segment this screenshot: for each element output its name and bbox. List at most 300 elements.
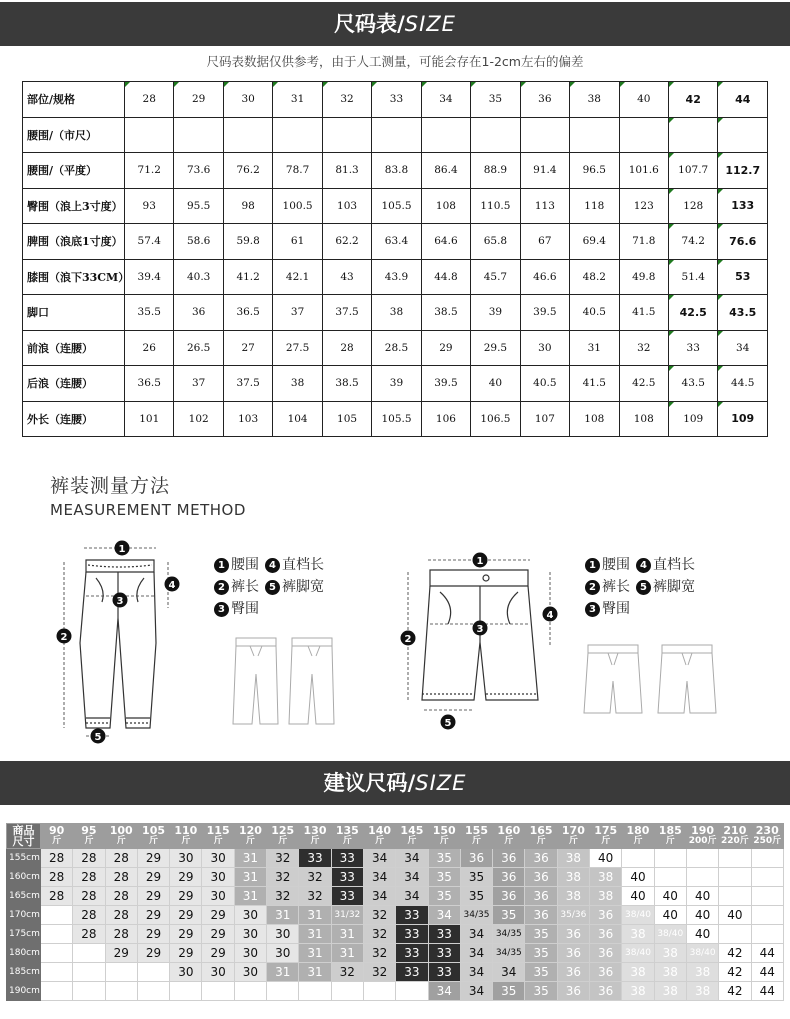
size-row bbox=[23, 117, 768, 153]
rec-cell: 29 bbox=[105, 943, 137, 962]
size-cell: 39.5 bbox=[520, 295, 569, 331]
rec-weight-value: 95 bbox=[81, 823, 97, 837]
size-table bbox=[22, 81, 768, 437]
size-header-cell: 33 bbox=[372, 82, 421, 118]
rec-weight-unit: 斤 bbox=[665, 835, 675, 846]
rec-cell: 36 bbox=[525, 905, 557, 924]
size-cell: 36 bbox=[174, 295, 223, 331]
rec-row bbox=[7, 962, 784, 981]
rec-header-row bbox=[7, 824, 784, 849]
size-cell: 88.9 bbox=[471, 153, 520, 189]
size-cell: 57.4 bbox=[125, 224, 174, 260]
shorts-diagram bbox=[396, 550, 566, 740]
rec-height-label: 170cm bbox=[7, 905, 41, 924]
size-chart-banner bbox=[0, 2, 790, 46]
rec-cell: 29 bbox=[202, 905, 234, 924]
rec-cell: 31 bbox=[331, 943, 363, 962]
rec-cell: 33 bbox=[331, 867, 363, 886]
rec-height-label: 165cm bbox=[7, 886, 41, 905]
size-cell: 36.5 bbox=[223, 295, 272, 331]
size-cell: 42.5 bbox=[619, 366, 668, 402]
rec-cell: 29 bbox=[137, 867, 169, 886]
rec-cell: 40 bbox=[590, 848, 622, 867]
rec-cell: 35 bbox=[493, 981, 525, 1000]
size-cell: 108 bbox=[421, 188, 470, 224]
rec-weight-value: 115 bbox=[206, 823, 230, 837]
size-cell: 39.5 bbox=[421, 366, 470, 402]
rec-cell: 38 bbox=[622, 924, 654, 943]
size-cell bbox=[619, 117, 668, 153]
rec-cell: 34/35 bbox=[460, 905, 492, 924]
rec-cell: 40 bbox=[654, 886, 686, 905]
size-cell: 40.5 bbox=[520, 366, 569, 402]
rec-weight-header bbox=[331, 824, 363, 849]
size-cell: 28 bbox=[322, 330, 371, 366]
rec-weight-value: 180 bbox=[626, 823, 650, 837]
rec-weight-value: 185 bbox=[658, 823, 682, 837]
size-cell: 44.8 bbox=[421, 259, 470, 295]
size-header-cell: 40 bbox=[619, 82, 668, 118]
rec-cell: 28 bbox=[73, 905, 105, 924]
legend-text: 裤脚宽 bbox=[282, 579, 324, 595]
size-cell: 106.5 bbox=[471, 401, 520, 437]
size-cell: 43.5 bbox=[718, 295, 768, 331]
rec-cell bbox=[234, 981, 266, 1000]
legend-number-icon: 4 bbox=[265, 558, 280, 573]
rec-cell: 28 bbox=[41, 886, 73, 905]
size-row-label: 脚口 bbox=[23, 295, 125, 331]
rec-cell: 34 bbox=[460, 981, 492, 1000]
rec-cell bbox=[654, 848, 686, 867]
rec-cell: 38 bbox=[622, 962, 654, 981]
rec-weight-header bbox=[525, 824, 557, 849]
legend-item bbox=[265, 576, 324, 598]
rec-cell: 29 bbox=[137, 905, 169, 924]
rec-cell: 36 bbox=[525, 848, 557, 867]
size-cell: 64.6 bbox=[421, 224, 470, 260]
size-cell: 45.7 bbox=[471, 259, 520, 295]
rec-cell: 32 bbox=[267, 848, 299, 867]
size-cell: 95.5 bbox=[174, 188, 223, 224]
rec-row bbox=[7, 943, 784, 962]
size-cell bbox=[718, 117, 768, 153]
size-cell bbox=[174, 117, 223, 153]
size-cell: 109 bbox=[718, 401, 768, 437]
size-cell: 110.5 bbox=[471, 188, 520, 224]
rec-weight-header bbox=[493, 824, 525, 849]
rec-weight-header bbox=[460, 824, 492, 849]
rec-weight-header bbox=[396, 824, 428, 849]
size-note: 尺码表数据仅供参考，由于人工测量，可能会存在1-2cm左右的偏差 bbox=[206, 54, 584, 69]
rec-weight-header bbox=[137, 824, 169, 849]
rec-weight-unit: 250斤 bbox=[753, 835, 782, 846]
size-cell: 106 bbox=[421, 401, 470, 437]
rec-cell: 36 bbox=[590, 943, 622, 962]
legend-item bbox=[585, 576, 630, 598]
rec-cell: 28 bbox=[73, 867, 105, 886]
size-cell: 38.5 bbox=[322, 366, 371, 402]
size-cell: 101 bbox=[125, 401, 174, 437]
size-header-label: 部位/规格 bbox=[23, 82, 125, 118]
banner2-title-en: SIZE bbox=[415, 771, 467, 795]
rec-cell: 35 bbox=[525, 981, 557, 1000]
size-cell: 103 bbox=[322, 188, 371, 224]
rec-cell bbox=[751, 867, 783, 886]
rec-cell: 38 bbox=[590, 886, 622, 905]
rec-weight-unit: 200斤 bbox=[688, 835, 717, 846]
legend-item bbox=[265, 554, 324, 576]
rec-cell: 34 bbox=[460, 924, 492, 943]
rec-cell: 32 bbox=[363, 905, 395, 924]
rec-cell: 31 bbox=[267, 905, 299, 924]
rec-cell: 31 bbox=[299, 905, 331, 924]
rec-row bbox=[7, 981, 784, 1000]
legend-text: 臀围 bbox=[231, 601, 259, 617]
rec-cell bbox=[622, 848, 654, 867]
rec-cell: 40 bbox=[686, 924, 718, 943]
size-cell: 40.3 bbox=[174, 259, 223, 295]
rec-cell: 36 bbox=[557, 981, 589, 1000]
rec-cell: 38 bbox=[654, 962, 686, 981]
rec-weight-value: 110 bbox=[174, 823, 198, 837]
rec-cell: 30 bbox=[170, 962, 202, 981]
rec-cell: 32 bbox=[363, 962, 395, 981]
rec-cell: 44 bbox=[751, 981, 783, 1000]
rec-cell: 30 bbox=[234, 943, 266, 962]
rec-height-label: 185cm bbox=[7, 962, 41, 981]
size-cell: 39.4 bbox=[125, 259, 174, 295]
size-row bbox=[23, 224, 768, 260]
rec-cell: 36 bbox=[460, 848, 492, 867]
rec-weight-unit: 斤 bbox=[536, 835, 546, 846]
rec-cell: 35 bbox=[525, 943, 557, 962]
rec-cell: 35 bbox=[460, 886, 492, 905]
size-table-header bbox=[23, 82, 768, 118]
rec-weight-unit: 斤 bbox=[116, 835, 126, 846]
legend-item bbox=[585, 598, 630, 620]
rec-weight-unit: 斤 bbox=[375, 835, 385, 846]
rec-weight-header bbox=[234, 824, 266, 849]
rec-cell: 40 bbox=[622, 867, 654, 886]
rec-cell: 36 bbox=[557, 943, 589, 962]
rec-height-label: 155cm bbox=[7, 848, 41, 867]
rec-cell bbox=[41, 962, 73, 981]
rec-cell: 34 bbox=[460, 943, 492, 962]
rec-cell: 34 bbox=[396, 867, 428, 886]
legend-number-icon: 2 bbox=[214, 580, 229, 595]
legend-number-icon: 1 bbox=[585, 558, 600, 573]
banner-title-en: SIZE bbox=[404, 12, 456, 36]
rec-cell: 30 bbox=[202, 848, 234, 867]
rec-row bbox=[7, 905, 784, 924]
rec-weight-header bbox=[654, 824, 686, 849]
size-cell bbox=[520, 117, 569, 153]
legend-text: 直档长 bbox=[282, 557, 324, 573]
size-cell: 37 bbox=[174, 366, 223, 402]
rec-cell bbox=[396, 981, 428, 1000]
size-cell: 42.5 bbox=[668, 295, 717, 331]
rec-weight-value: 120 bbox=[238, 823, 262, 837]
size-cell: 105 bbox=[322, 401, 371, 437]
legend-item bbox=[636, 554, 695, 576]
size-cell bbox=[570, 117, 619, 153]
rec-cell: 32 bbox=[331, 962, 363, 981]
rec-cell: 34 bbox=[363, 848, 395, 867]
legend-text: 直档长 bbox=[653, 557, 695, 573]
rec-cell: 29 bbox=[170, 867, 202, 886]
rec-weight-header bbox=[105, 824, 137, 849]
rec-cell: 28 bbox=[105, 867, 137, 886]
size-cell: 35.5 bbox=[125, 295, 174, 331]
rec-row bbox=[7, 867, 784, 886]
rec-cell: 33 bbox=[396, 962, 428, 981]
legend-number-icon: 5 bbox=[265, 580, 280, 595]
marker-5-label: 5 bbox=[94, 732, 102, 743]
size-cell: 101.6 bbox=[619, 153, 668, 189]
rec-cell: 31/32 bbox=[331, 905, 363, 924]
size-cell: 41.5 bbox=[570, 366, 619, 402]
size-cell: 39 bbox=[372, 366, 421, 402]
legend-item bbox=[214, 598, 259, 620]
size-cell: 41.5 bbox=[619, 295, 668, 331]
rec-cell: 34 bbox=[396, 886, 428, 905]
rec-cell: 38 bbox=[557, 886, 589, 905]
rec-weight-value: 170 bbox=[561, 823, 585, 837]
rec-cell: 38 bbox=[557, 848, 589, 867]
size-row-label: 前浪（连腰） bbox=[23, 330, 125, 366]
rec-cell bbox=[137, 981, 169, 1000]
rec-cell: 34 bbox=[428, 981, 460, 1000]
rec-height-label: 160cm bbox=[7, 867, 41, 886]
rec-cell: 35 bbox=[460, 867, 492, 886]
banner2-separator: / bbox=[407, 771, 416, 795]
shorts-marker-3-label: 3 bbox=[476, 624, 484, 635]
rec-weight-header bbox=[363, 824, 395, 849]
legend-text: 腰围 bbox=[602, 557, 630, 573]
rec-weight-value: 160 bbox=[497, 823, 521, 837]
pants-thumbnails bbox=[228, 634, 348, 730]
rec-cell: 29 bbox=[137, 848, 169, 867]
rec-cell bbox=[105, 962, 137, 981]
rec-cell bbox=[137, 962, 169, 981]
rec-height-label: 175cm bbox=[7, 924, 41, 943]
size-cell: 46.6 bbox=[520, 259, 569, 295]
rec-cell bbox=[105, 981, 137, 1000]
legend-number-icon: 5 bbox=[636, 580, 651, 595]
size-cell: 29.5 bbox=[471, 330, 520, 366]
rec-cell: 30 bbox=[267, 943, 299, 962]
size-cell: 43.9 bbox=[372, 259, 421, 295]
rec-weight-header bbox=[751, 824, 783, 849]
size-row-label: 腰围/（市尺） bbox=[23, 117, 125, 153]
size-cell: 107.7 bbox=[668, 153, 717, 189]
size-cell bbox=[471, 117, 520, 153]
rec-cell: 42 bbox=[719, 981, 751, 1000]
rec-cell: 29 bbox=[137, 943, 169, 962]
size-cell: 38 bbox=[273, 366, 322, 402]
rec-cell: 36 bbox=[493, 848, 525, 867]
size-row bbox=[23, 259, 768, 295]
size-cell: 59.8 bbox=[223, 224, 272, 260]
rec-cell: 31 bbox=[331, 924, 363, 943]
size-cell: 67 bbox=[520, 224, 569, 260]
banner-separator: / bbox=[397, 12, 405, 36]
rec-weight-value: 155 bbox=[465, 823, 488, 837]
size-row bbox=[23, 330, 768, 366]
rec-weight-value: 145 bbox=[400, 823, 424, 837]
size-cell: 107 bbox=[520, 401, 569, 437]
rec-weight-value: 130 bbox=[303, 823, 327, 837]
size-cell: 42.1 bbox=[273, 259, 322, 295]
rec-cell: 33 bbox=[428, 962, 460, 981]
rec-cell bbox=[202, 981, 234, 1000]
size-cell bbox=[322, 117, 371, 153]
shorts-thumbnails bbox=[578, 637, 728, 717]
legend-item bbox=[214, 554, 259, 576]
size-row bbox=[23, 295, 768, 331]
size-cell: 71.2 bbox=[125, 153, 174, 189]
size-cell: 53 bbox=[718, 259, 768, 295]
rec-cell: 36 bbox=[590, 924, 622, 943]
rec-weight-value: 165 bbox=[529, 823, 553, 837]
rec-cell: 34 bbox=[363, 867, 395, 886]
size-cell: 37 bbox=[273, 295, 322, 331]
size-cell: 76.2 bbox=[223, 153, 272, 189]
size-cell: 38 bbox=[372, 295, 421, 331]
rec-cell: 38 bbox=[654, 943, 686, 962]
size-cell: 27 bbox=[223, 330, 272, 366]
rec-cell: 35 bbox=[428, 867, 460, 886]
legend-text: 裤长 bbox=[231, 579, 259, 595]
rec-cell: 38 bbox=[686, 981, 718, 1000]
size-cell: 26 bbox=[125, 330, 174, 366]
size-cell: 91.4 bbox=[520, 153, 569, 189]
banner2-title-cn: 建议尺码 bbox=[323, 771, 408, 795]
rec-weight-header bbox=[622, 824, 654, 849]
rec-cell: 34/35 bbox=[493, 943, 525, 962]
rec-weight-unit: 斤 bbox=[245, 835, 255, 846]
rec-weight-header bbox=[719, 824, 751, 849]
rec-cell: 28 bbox=[105, 848, 137, 867]
legend-item bbox=[636, 576, 695, 598]
size-cell: 104 bbox=[273, 401, 322, 437]
rec-cell: 32 bbox=[299, 867, 331, 886]
size-header-cell: 30 bbox=[223, 82, 272, 118]
size-cell: 27.5 bbox=[273, 330, 322, 366]
rec-cell: 38 bbox=[557, 867, 589, 886]
rec-cell: 33 bbox=[428, 924, 460, 943]
measurement-legend-shorts bbox=[585, 554, 701, 620]
size-row-label: 膝围（浪下33CM） bbox=[23, 259, 125, 295]
rec-cell: 28 bbox=[41, 848, 73, 867]
size-cell bbox=[223, 117, 272, 153]
rec-weight-value: 140 bbox=[368, 823, 392, 837]
rec-cell: 40 bbox=[686, 886, 718, 905]
method-title-en: MEASUREMENT METHOD bbox=[50, 501, 246, 519]
size-cell: 62.2 bbox=[322, 224, 371, 260]
size-cell: 32 bbox=[619, 330, 668, 366]
size-cell: 26.5 bbox=[174, 330, 223, 366]
rec-weight-unit: 斤 bbox=[633, 835, 643, 846]
rec-cell bbox=[751, 886, 783, 905]
rec-cell: 31 bbox=[299, 962, 331, 981]
rec-cell bbox=[73, 981, 105, 1000]
rec-cell: 29 bbox=[170, 886, 202, 905]
shorts-marker-2-label: 2 bbox=[404, 634, 412, 645]
rec-cell: 44 bbox=[751, 962, 783, 981]
rec-cell bbox=[41, 905, 73, 924]
size-cell bbox=[421, 117, 470, 153]
rec-cell bbox=[719, 886, 751, 905]
size-cell: 36.5 bbox=[125, 366, 174, 402]
rec-cell: 35 bbox=[525, 962, 557, 981]
rec-cell: 42 bbox=[719, 962, 751, 981]
size-cell: 43.5 bbox=[668, 366, 717, 402]
rec-cell: 32 bbox=[363, 943, 395, 962]
size-cell: 128 bbox=[668, 188, 717, 224]
legend-number-icon: 1 bbox=[214, 558, 229, 573]
rec-cell: 32 bbox=[267, 867, 299, 886]
rec-cell: 44 bbox=[751, 943, 783, 962]
size-cell: 31 bbox=[570, 330, 619, 366]
rec-cell bbox=[73, 943, 105, 962]
size-cell: 109 bbox=[668, 401, 717, 437]
rec-cell: 36 bbox=[557, 924, 589, 943]
legend-item bbox=[585, 554, 630, 576]
size-cell: 39 bbox=[471, 295, 520, 331]
rec-cell: 33 bbox=[331, 848, 363, 867]
size-row-label: 臀围（浪上3寸度） bbox=[23, 188, 125, 224]
size-cell: 123 bbox=[619, 188, 668, 224]
size-cell: 58.6 bbox=[174, 224, 223, 260]
rec-cell bbox=[331, 981, 363, 1000]
size-cell: 105.5 bbox=[372, 188, 421, 224]
size-cell: 86.4 bbox=[421, 153, 470, 189]
rec-cell: 32 bbox=[267, 886, 299, 905]
size-cell: 93 bbox=[125, 188, 174, 224]
legend-text: 腰围 bbox=[231, 557, 259, 573]
rec-corner-top: 商品 bbox=[12, 823, 35, 837]
size-cell: 51.4 bbox=[668, 259, 717, 295]
rec-weight-header bbox=[686, 824, 718, 849]
rec-weight-value: 210 bbox=[723, 823, 747, 837]
size-row-label: 腰围/（平度） bbox=[23, 153, 125, 189]
rec-weight-unit: 斤 bbox=[149, 835, 159, 846]
rec-cell: 36 bbox=[557, 962, 589, 981]
rec-cell bbox=[686, 867, 718, 886]
rec-cell bbox=[719, 867, 751, 886]
size-cell: 69.4 bbox=[570, 224, 619, 260]
rec-cell bbox=[41, 981, 73, 1000]
rec-cell bbox=[751, 905, 783, 924]
rec-cell: 38 bbox=[686, 962, 718, 981]
rec-cell: 40 bbox=[622, 886, 654, 905]
rec-weight-unit: 斤 bbox=[601, 835, 611, 846]
rec-cell: 29 bbox=[170, 943, 202, 962]
rec-cell: 31 bbox=[234, 886, 266, 905]
rec-weight-value: 135 bbox=[335, 823, 359, 837]
rec-weight-unit: 斤 bbox=[278, 835, 288, 846]
rec-weight-value: 190 bbox=[691, 823, 715, 837]
rec-weight-unit: 斤 bbox=[407, 835, 417, 846]
rec-cell: 33 bbox=[396, 905, 428, 924]
rec-cell: 30 bbox=[234, 905, 266, 924]
size-cell: 63.4 bbox=[372, 224, 421, 260]
size-header-cell: 29 bbox=[174, 82, 223, 118]
rec-cell: 38/40 bbox=[686, 943, 718, 962]
size-cell: 118 bbox=[570, 188, 619, 224]
size-row bbox=[23, 366, 768, 402]
